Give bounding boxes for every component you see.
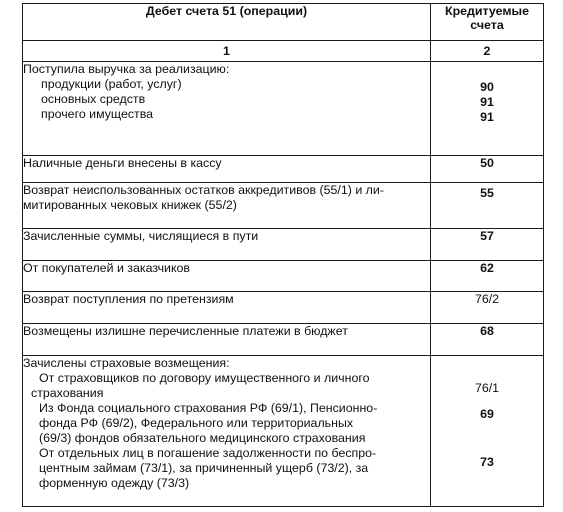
- row-description: Наличные деньги внесены в кассу: [23, 156, 431, 183]
- row-code: 62: [431, 261, 544, 292]
- header-credit-line1: Кредитуемые: [445, 4, 529, 18]
- table-row: [23, 292, 544, 324]
- table-row: [23, 356, 544, 507]
- table-row: [23, 324, 544, 356]
- row-code-value: 90: [480, 80, 494, 94]
- table-row: [23, 261, 544, 292]
- header-debit: Дебет счета 51 (операции): [23, 4, 431, 41]
- row-code: 68: [431, 324, 544, 356]
- row-code-value: 73: [480, 455, 494, 469]
- row-line: форменную одежду (73/3): [39, 476, 190, 490]
- row-code: 57: [431, 229, 544, 261]
- row-line: митированных чековых книжек (55/2): [23, 198, 237, 212]
- row-line: страхования: [31, 386, 104, 400]
- row-description: От покупателей и заказчиков: [23, 261, 431, 292]
- row-title: Зачислены страховые возмещения:: [23, 356, 230, 370]
- row-title: Поступила выручка за реализацию:: [23, 62, 230, 76]
- row-code: 55: [431, 183, 544, 229]
- row-description: Зачисленные суммы, числящиеся в пути: [23, 229, 431, 261]
- row-item: продукции (работ, услуг): [41, 77, 182, 91]
- row-line: фонда РФ (69/2), Федерального или территориальных: [39, 416, 354, 430]
- row-description: [23, 356, 431, 507]
- header-credit: [431, 4, 544, 41]
- row-code-value: 91: [480, 95, 494, 109]
- row-code: 76/2: [431, 292, 544, 324]
- column-number-row: [23, 41, 544, 62]
- ledger-table: [22, 3, 544, 507]
- row-line: От отдельных лиц в погашение задолженности по беспро-: [39, 446, 377, 460]
- header-credit-line2: счета: [470, 18, 504, 32]
- row-line: центным займам (73/1), за причиненный ущерб (73/2), за: [39, 461, 369, 475]
- table-row: [23, 183, 544, 229]
- row-line: Возврат неиспользованных остатков аккредитивов (55/1) и ли-: [23, 183, 384, 197]
- table-row: [23, 229, 544, 261]
- table-row: [23, 156, 544, 183]
- row-code-value: 69: [480, 407, 494, 421]
- row-description: Возмещены излишне перечисленные платежи в бюджет: [23, 324, 431, 356]
- column-number-1: 1: [23, 41, 431, 62]
- row-code-value: 76/1: [474, 381, 500, 395]
- column-number-2: 2: [431, 41, 544, 62]
- row-item: прочего имущества: [41, 107, 154, 121]
- table-row: [23, 62, 544, 156]
- row-description: [23, 62, 431, 156]
- row-description: [23, 183, 431, 229]
- row-line: Из Фонда социального страхования РФ (69/1), Пенсионно-: [39, 401, 378, 415]
- row-code-value: 91: [480, 110, 494, 124]
- row-line: (69/3) фондов обязательного медицинского страхования: [39, 431, 366, 445]
- row-code: 50: [431, 156, 544, 183]
- row-line: От страховщиков по договору имущественного и личного: [39, 371, 370, 385]
- row-description: Возврат поступления по претензиям: [23, 292, 431, 324]
- row-code: [431, 356, 544, 507]
- row-item: основных средств: [41, 92, 146, 106]
- header-row: [23, 4, 544, 41]
- row-code: [431, 62, 544, 156]
